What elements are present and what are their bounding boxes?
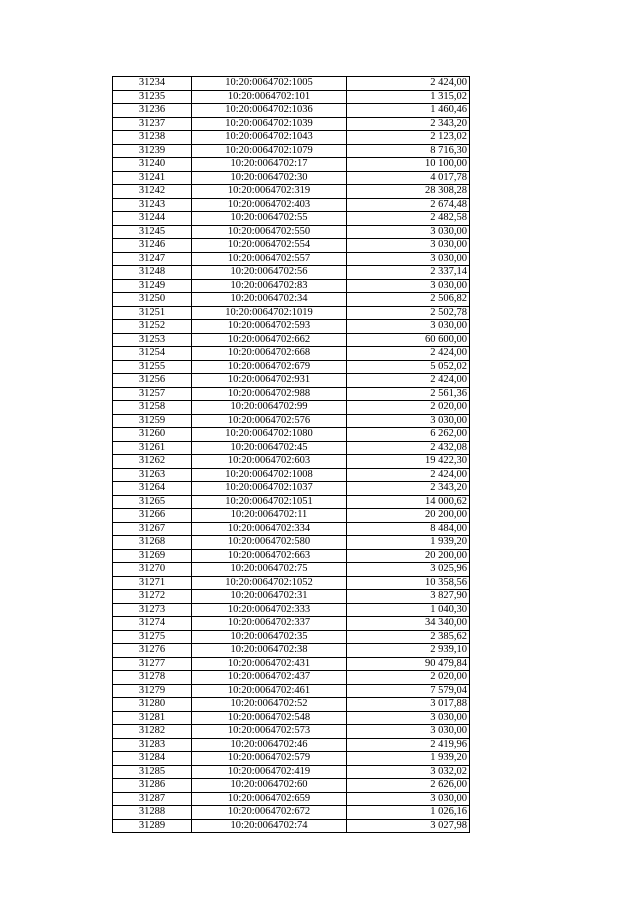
table-row: [113, 455, 470, 469]
row-number-cell: 31245: [113, 225, 192, 239]
amount-cell: 2 432,08: [347, 441, 470, 455]
table-row: [113, 414, 470, 428]
amount-cell: 2 424,00: [347, 347, 470, 361]
amount-cell: 2 502,78: [347, 306, 470, 320]
table-row: [113, 792, 470, 806]
table-row: [113, 401, 470, 415]
table-row: [113, 495, 470, 509]
table-row: [113, 387, 470, 401]
amount-cell: 14 000,62: [347, 495, 470, 509]
table-row: [113, 293, 470, 307]
table-row: [113, 306, 470, 320]
data-table: [112, 76, 470, 833]
amount-cell: 7 579,04: [347, 684, 470, 698]
cadastral-number-cell: 10:20:0064702:319: [192, 185, 347, 199]
table-row: [113, 725, 470, 739]
amount-cell: 2 020,00: [347, 401, 470, 415]
row-number-cell: 31286: [113, 779, 192, 793]
table-row: [113, 536, 470, 550]
row-number-cell: 31248: [113, 266, 192, 280]
cadastral-number-cell: 10:20:0064702:17: [192, 158, 347, 172]
amount-cell: 20 200,00: [347, 509, 470, 523]
cadastral-number-cell: 10:20:0064702:403: [192, 198, 347, 212]
cadastral-number-cell: 10:20:0064702:31: [192, 590, 347, 604]
amount-cell: 1 040,30: [347, 603, 470, 617]
row-number-cell: 31250: [113, 293, 192, 307]
row-number-cell: 31285: [113, 765, 192, 779]
cadastral-number-cell: 10:20:0064702:576: [192, 414, 347, 428]
amount-cell: 3 030,00: [347, 320, 470, 334]
row-number-cell: 31289: [113, 819, 192, 833]
amount-cell: 3 030,00: [347, 725, 470, 739]
table-row: [113, 198, 470, 212]
row-number-cell: 31240: [113, 158, 192, 172]
amount-cell: 2 626,00: [347, 779, 470, 793]
amount-cell: 2 939,10: [347, 644, 470, 658]
cadastral-number-cell: 10:20:0064702:34: [192, 293, 347, 307]
row-number-cell: 31251: [113, 306, 192, 320]
table-row: [113, 347, 470, 361]
cadastral-number-cell: 10:20:0064702:1036: [192, 104, 347, 118]
cadastral-number-cell: 10:20:0064702:554: [192, 239, 347, 253]
amount-cell: 1 460,46: [347, 104, 470, 118]
table-row: [113, 266, 470, 280]
cadastral-number-cell: 10:20:0064702:579: [192, 752, 347, 766]
cadastral-number-cell: 10:20:0064702:580: [192, 536, 347, 550]
table-row: [113, 698, 470, 712]
row-number-cell: 31262: [113, 455, 192, 469]
table-row: [113, 104, 470, 118]
row-number-cell: 31265: [113, 495, 192, 509]
cadastral-number-cell: 10:20:0064702:46: [192, 738, 347, 752]
amount-cell: 19 422,30: [347, 455, 470, 469]
row-number-cell: 31235: [113, 90, 192, 104]
table-row: [113, 482, 470, 496]
amount-cell: 2 424,00: [347, 77, 470, 91]
cadastral-number-cell: 10:20:0064702:1052: [192, 576, 347, 590]
row-number-cell: 31260: [113, 428, 192, 442]
table-row: [113, 252, 470, 266]
table-row: [113, 752, 470, 766]
amount-cell: 3 032,02: [347, 765, 470, 779]
row-number-cell: 31255: [113, 360, 192, 374]
table-row: [113, 171, 470, 185]
amount-cell: 1 939,20: [347, 536, 470, 550]
cadastral-number-cell: 10:20:0064702:1079: [192, 144, 347, 158]
row-number-cell: 31246: [113, 239, 192, 253]
row-number-cell: 31283: [113, 738, 192, 752]
row-number-cell: 31287: [113, 792, 192, 806]
table-row: [113, 684, 470, 698]
cadastral-number-cell: 10:20:0064702:1051: [192, 495, 347, 509]
row-number-cell: 31282: [113, 725, 192, 739]
table-row: [113, 441, 470, 455]
cadastral-number-cell: 10:20:0064702:99: [192, 401, 347, 415]
cadastral-number-cell: 10:20:0064702:30: [192, 171, 347, 185]
amount-cell: 2 482,58: [347, 212, 470, 226]
cadastral-number-cell: 10:20:0064702:52: [192, 698, 347, 712]
amount-cell: 2 343,20: [347, 117, 470, 131]
row-number-cell: 31243: [113, 198, 192, 212]
cadastral-number-cell: 10:20:0064702:659: [192, 792, 347, 806]
amount-cell: 6 262,00: [347, 428, 470, 442]
cadastral-number-cell: 10:20:0064702:56: [192, 266, 347, 280]
cadastral-number-cell: 10:20:0064702:988: [192, 387, 347, 401]
amount-cell: 3 827,90: [347, 590, 470, 604]
amount-cell: 60 600,00: [347, 333, 470, 347]
amount-cell: 3 025,96: [347, 563, 470, 577]
amount-cell: 8 484,00: [347, 522, 470, 536]
row-number-cell: 31247: [113, 252, 192, 266]
cadastral-number-cell: 10:20:0064702:672: [192, 806, 347, 820]
row-number-cell: 31272: [113, 590, 192, 604]
table-row: [113, 806, 470, 820]
row-number-cell: 31244: [113, 212, 192, 226]
amount-cell: 2 424,00: [347, 374, 470, 388]
row-number-cell: 31288: [113, 806, 192, 820]
row-number-cell: 31234: [113, 77, 192, 91]
row-number-cell: 31268: [113, 536, 192, 550]
amount-cell: 3 030,00: [347, 792, 470, 806]
row-number-cell: 31239: [113, 144, 192, 158]
amount-cell: 34 340,00: [347, 617, 470, 631]
cadastral-number-cell: 10:20:0064702:931: [192, 374, 347, 388]
cadastral-number-cell: 10:20:0064702:38: [192, 644, 347, 658]
amount-cell: 3 030,00: [347, 225, 470, 239]
cadastral-number-cell: 10:20:0064702:74: [192, 819, 347, 833]
table-row: [113, 77, 470, 91]
amount-cell: 20 200,00: [347, 549, 470, 563]
row-number-cell: 31266: [113, 509, 192, 523]
table-row: [113, 644, 470, 658]
row-number-cell: 31261: [113, 441, 192, 455]
amount-cell: 1 026,16: [347, 806, 470, 820]
row-number-cell: 31280: [113, 698, 192, 712]
row-number-cell: 31274: [113, 617, 192, 631]
row-number-cell: 31269: [113, 549, 192, 563]
cadastral-number-cell: 10:20:0064702:1005: [192, 77, 347, 91]
amount-cell: 2 343,20: [347, 482, 470, 496]
amount-cell: 2 385,62: [347, 630, 470, 644]
row-number-cell: 31257: [113, 387, 192, 401]
amount-cell: 10 358,56: [347, 576, 470, 590]
table-row: [113, 779, 470, 793]
amount-cell: 3 030,00: [347, 252, 470, 266]
row-number-cell: 31256: [113, 374, 192, 388]
row-number-cell: 31259: [113, 414, 192, 428]
table-row: [113, 158, 470, 172]
cadastral-number-cell: 10:20:0064702:593: [192, 320, 347, 334]
table-row: [113, 320, 470, 334]
cadastral-number-cell: 10:20:0064702:548: [192, 711, 347, 725]
table-row: [113, 468, 470, 482]
cadastral-number-cell: 10:20:0064702:337: [192, 617, 347, 631]
cadastral-number-cell: 10:20:0064702:437: [192, 671, 347, 685]
row-number-cell: 31263: [113, 468, 192, 482]
amount-cell: 2 419,96: [347, 738, 470, 752]
cadastral-number-cell: 10:20:0064702:334: [192, 522, 347, 536]
amount-cell: 3 030,00: [347, 711, 470, 725]
amount-cell: 1 939,20: [347, 752, 470, 766]
row-number-cell: 31252: [113, 320, 192, 334]
table-row: [113, 576, 470, 590]
row-number-cell: 31237: [113, 117, 192, 131]
amount-cell: 4 017,78: [347, 171, 470, 185]
amount-cell: 5 052,02: [347, 360, 470, 374]
row-number-cell: 31258: [113, 401, 192, 415]
table-row: [113, 212, 470, 226]
table-row: [113, 617, 470, 631]
cadastral-number-cell: 10:20:0064702:35: [192, 630, 347, 644]
row-number-cell: 31238: [113, 131, 192, 145]
table-row: [113, 279, 470, 293]
cadastral-number-cell: 10:20:0064702:573: [192, 725, 347, 739]
amount-cell: 3 030,00: [347, 414, 470, 428]
amount-cell: 2 561,36: [347, 387, 470, 401]
row-number-cell: 31273: [113, 603, 192, 617]
amount-cell: 2 020,00: [347, 671, 470, 685]
cadastral-number-cell: 10:20:0064702:431: [192, 657, 347, 671]
amount-cell: 3 027,98: [347, 819, 470, 833]
cadastral-number-cell: 10:20:0064702:1037: [192, 482, 347, 496]
row-number-cell: 31279: [113, 684, 192, 698]
row-number-cell: 31271: [113, 576, 192, 590]
cadastral-number-cell: 10:20:0064702:679: [192, 360, 347, 374]
amount-cell: 8 716,30: [347, 144, 470, 158]
amount-cell: 2 123,02: [347, 131, 470, 145]
table-row: [113, 333, 470, 347]
cadastral-number-cell: 10:20:0064702:333: [192, 603, 347, 617]
amount-cell: 2 337,14: [347, 266, 470, 280]
row-number-cell: 31236: [113, 104, 192, 118]
table-row: [113, 819, 470, 833]
row-number-cell: 31254: [113, 347, 192, 361]
cadastral-number-cell: 10:20:0064702:55: [192, 212, 347, 226]
amount-cell: 28 308,28: [347, 185, 470, 199]
cadastral-number-cell: 10:20:0064702:663: [192, 549, 347, 563]
table-row: [113, 738, 470, 752]
table-row: [113, 144, 470, 158]
cadastral-number-cell: 10:20:0064702:557: [192, 252, 347, 266]
table-row: [113, 90, 470, 104]
amount-cell: 90 479,84: [347, 657, 470, 671]
table-row: [113, 563, 470, 577]
table-row: [113, 671, 470, 685]
table-row: [113, 657, 470, 671]
cadastral-number-cell: 10:20:0064702:75: [192, 563, 347, 577]
amount-cell: 2 674,48: [347, 198, 470, 212]
cadastral-number-cell: 10:20:0064702:550: [192, 225, 347, 239]
cadastral-number-cell: 10:20:0064702:1080: [192, 428, 347, 442]
table-row: [113, 360, 470, 374]
row-number-cell: 31242: [113, 185, 192, 199]
cadastral-number-cell: 10:20:0064702:1039: [192, 117, 347, 131]
cadastral-number-cell: 10:20:0064702:1043: [192, 131, 347, 145]
cadastral-number-cell: 10:20:0064702:60: [192, 779, 347, 793]
table-row: [113, 225, 470, 239]
table-row: [113, 117, 470, 131]
row-number-cell: 31253: [113, 333, 192, 347]
table-row: [113, 765, 470, 779]
row-number-cell: 31281: [113, 711, 192, 725]
row-number-cell: 31275: [113, 630, 192, 644]
table-row: [113, 630, 470, 644]
row-number-cell: 31249: [113, 279, 192, 293]
cadastral-number-cell: 10:20:0064702:83: [192, 279, 347, 293]
table-row: [113, 590, 470, 604]
table-row: [113, 603, 470, 617]
table-row: [113, 428, 470, 442]
row-number-cell: 31278: [113, 671, 192, 685]
cadastral-number-cell: 10:20:0064702:45: [192, 441, 347, 455]
amount-cell: 10 100,00: [347, 158, 470, 172]
cadastral-number-cell: 10:20:0064702:668: [192, 347, 347, 361]
cadastral-number-cell: 10:20:0064702:1019: [192, 306, 347, 320]
amount-cell: 3 030,00: [347, 279, 470, 293]
row-number-cell: 31241: [113, 171, 192, 185]
row-number-cell: 31284: [113, 752, 192, 766]
table-row: [113, 549, 470, 563]
amount-cell: 3 017,88: [347, 698, 470, 712]
table-row: [113, 131, 470, 145]
amount-cell: 2 424,00: [347, 468, 470, 482]
amount-cell: 2 506,82: [347, 293, 470, 307]
row-number-cell: 31276: [113, 644, 192, 658]
cadastral-number-cell: 10:20:0064702:461: [192, 684, 347, 698]
table-row: [113, 374, 470, 388]
table-row: [113, 239, 470, 253]
row-number-cell: 31270: [113, 563, 192, 577]
cadastral-number-cell: 10:20:0064702:603: [192, 455, 347, 469]
row-number-cell: 31267: [113, 522, 192, 536]
cadastral-number-cell: 10:20:0064702:662: [192, 333, 347, 347]
cadastral-number-cell: 10:20:0064702:11: [192, 509, 347, 523]
table-row: [113, 522, 470, 536]
amount-cell: 1 315,02: [347, 90, 470, 104]
table-row: [113, 509, 470, 523]
table-row: [113, 711, 470, 725]
cadastral-number-cell: 10:20:0064702:101: [192, 90, 347, 104]
row-number-cell: 31264: [113, 482, 192, 496]
row-number-cell: 31277: [113, 657, 192, 671]
cadastral-number-cell: 10:20:0064702:1008: [192, 468, 347, 482]
table-body: [113, 77, 470, 833]
cadastral-number-cell: 10:20:0064702:419: [192, 765, 347, 779]
amount-cell: 3 030,00: [347, 239, 470, 253]
table-row: [113, 185, 470, 199]
